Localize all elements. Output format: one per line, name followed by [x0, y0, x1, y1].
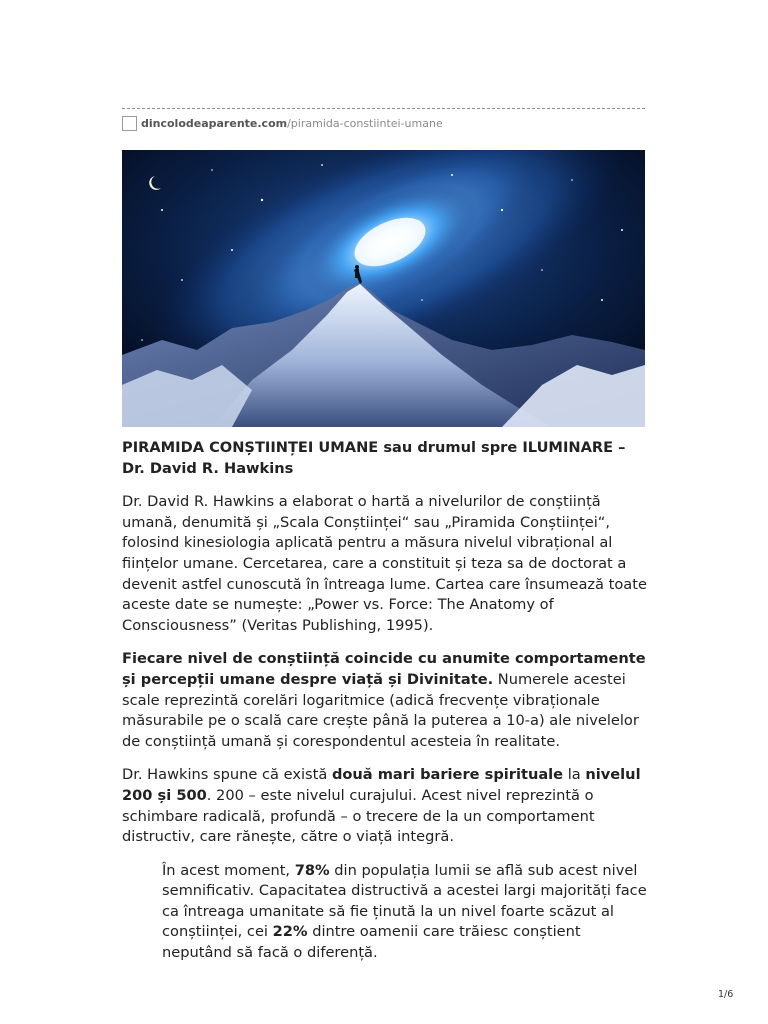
paragraph-2-bold: Fiecare nivel de conștiință coincide cu anumite comportamente și percepții umane despre viață și Divinitate. — [122, 650, 646, 688]
quote-b: 78% — [294, 861, 330, 879]
quote-d: 22% — [272, 923, 308, 941]
quote-e: dintre oamenii care trăiesc conștient neputând să facă o diferență. — [162, 923, 581, 962]
paragraph-3-e: . 200 – este nivelul curajului. Acest nivel reprezintă o schimbare radicală, profundă – o trecere de la un comportament distructiv, care rănește, către o viață integră. — [122, 786, 595, 846]
paragraph-1: Dr. David R. Hawkins a elaborat o hartă a nivelurilor de conștiință umană, denumită și „Scala Conștiinței“ sau „Piramida Conștiinței“, folosind kinesiologia aplicată pentru a măsura nivelul vibrațional al ființelor umane. Cercetarea, care a constituit și teza sa de doctorat a devenit astfel cunoscută în întreaga lume. Cartea care însumează toate aceste date se numește: „Power vs. Force: The Anatomy of Consciousness” (Veritas Publishing, 1995). — [122, 493, 647, 634]
paragraph-3-c: la — [563, 766, 586, 784]
header-divider — [122, 108, 645, 109]
paragraph-3-b: două mari bariere spirituale — [331, 766, 564, 784]
galaxy-mountain-image — [122, 150, 645, 427]
source-url[interactable] — [122, 114, 443, 132]
article-body — [122, 438, 648, 977]
blockquote — [162, 861, 648, 964]
page-number: 1/6 — [718, 989, 734, 1000]
url-domain: dincolodeaparente.com — [141, 116, 288, 130]
paragraph-2-rest: Numerele acestei scale reprezintă corelări logaritmice (adică frecvențe vibraționale măsurabile pe o scală care crește până la puterea a 10-a) ale nivelelor de conștiință umană și corespondentul acesteia în realitate. — [122, 670, 639, 750]
article-title: PIRAMIDA CONȘTIINȚEI UMANE sau drumul spre ILUMINARE – Dr. David R. Hawkins — [122, 439, 626, 477]
paragraph-3 — [122, 765, 648, 847]
paragraph-3-a: Dr. Hawkins spune că există — [122, 766, 332, 784]
quote-a: În acest moment, — [162, 861, 295, 879]
paragraph-3-d: nivelul 200 și 500 — [122, 766, 641, 804]
quote-c: din populația lumii se află sub acest nivel semnificativ. Capacitatea distructivă a acestei largi majorități face ca întreaga umanitate să fie ținută la un nivel foarte scăzut al conștiinței, cei — [162, 861, 647, 941]
paragraph-2 — [122, 649, 648, 752]
favicon-icon — [122, 116, 137, 131]
hero-image — [122, 150, 645, 427]
url-path: /piramida-constiintei-umane — [287, 116, 443, 130]
